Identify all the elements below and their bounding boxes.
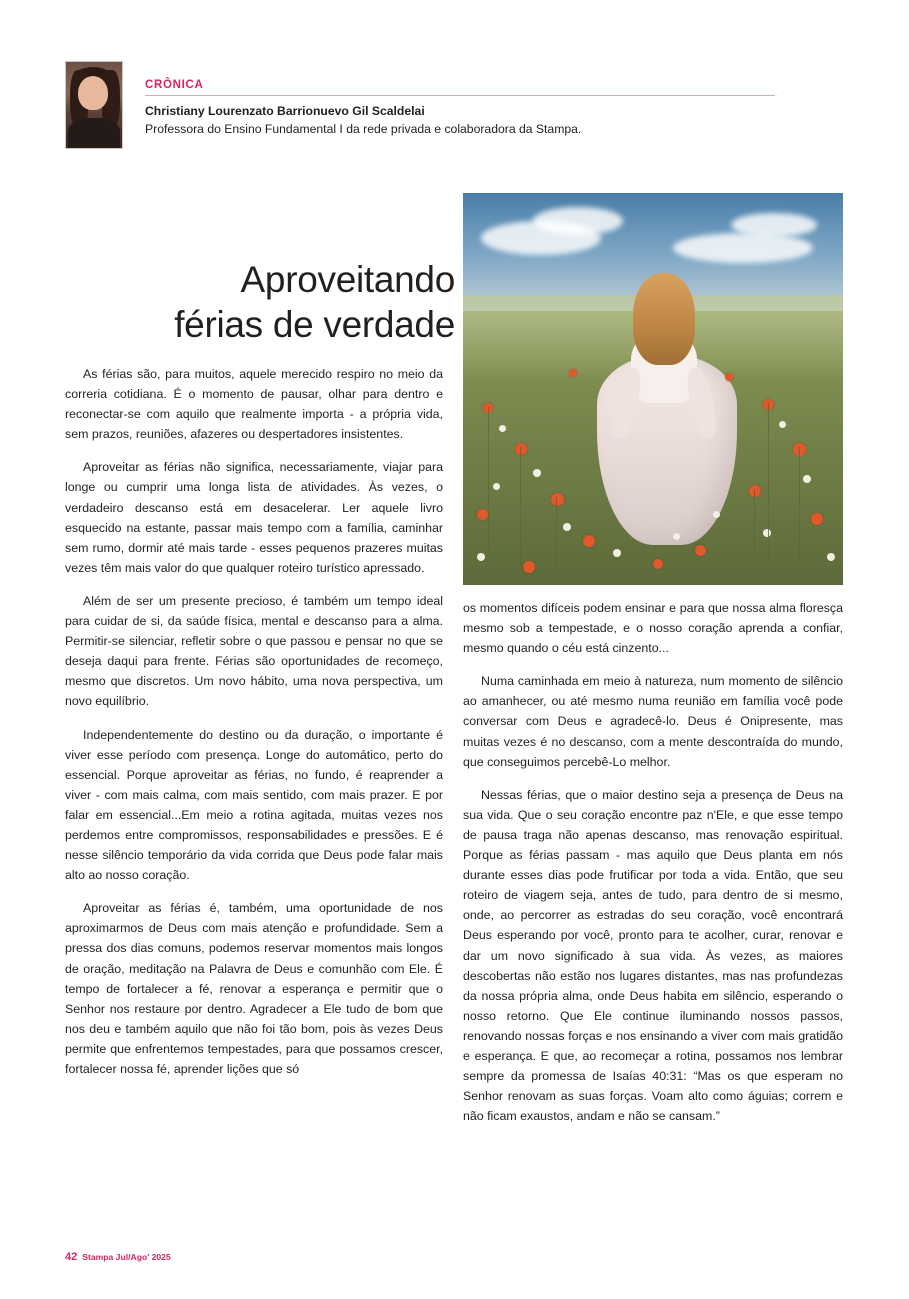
paragraph: Independentemente do destino ou da duração, o importante é viver esse período com presença. Longe do automático, perto do essencial. Porque aproveitar as férias, no fundo, é reaprender a viver - com mais calma, com mais sentido, com mais prazer. E por falar em essencial...Em meio a rotina agitada, muitas vezes nos perdemos entre compromissos, responsabilidades e pressões. E é nesse silêncio temporário da vida corrida que Deus pode falar mais alto ao nosso coração. [65, 727, 443, 883]
paragraph: Além de ser um presente precioso, é também um tempo ideal para cuidar de si, da saúde física, mental e descanso para a alma. Permitir-se silenciar, refletir sobre o que passou e pensar no que se deseja daqui para frente. Férias são oportunidades de recomeço, mesmo que discretos. Um novo hábito, uma nova perspectiva, um novo equilíbrio. [65, 593, 443, 709]
page-title [65, 257, 455, 347]
paragraph: Aproveitar as férias não significa, necessariamente, viajar para longe ou cumprir uma longa lista de atividades. Às vezes, o verdadeiro descanso está em desacelerar. Ler aquele livro esquecido na estante, passar mais tempo com a família, caminhar sem rumo, dormir até mais tarde - esses pequenos prazeres muitas vezes têm mais valor do que qualquer roteiro turístico apressado. [65, 460, 443, 575]
paragraph: os momentos difíceis podem ensinar e para que nossa alma floresça mesmo sob a tempestade, e o nosso coração aprenda a confiar, mesmo quando o céu está cinzento... [463, 601, 843, 656]
author-photo [65, 61, 123, 149]
author-name: Christiany Lourenzato Barrionuevo Gil Scaldelai [145, 103, 425, 118]
paragraph: Numa caminhada em meio à natureza, num momento de silêncio ao amanhecer, ou até mesmo numa reunião em família você pode conversar com Deus e agradecê-lo. Deus é Onipresente, mas muitas vezes é no descanso, com a mente descontraída do mundo, que conseguimos percebê-Lo melhor. [463, 674, 843, 769]
headline-line-2: férias de verdade [174, 303, 455, 345]
article-illustration [463, 193, 843, 585]
section-kicker: CRÔNICA [145, 79, 775, 96]
cloud-shape [533, 207, 623, 235]
page-number: 42 [65, 1251, 78, 1263]
woman-figure [591, 263, 741, 543]
author-role: Professora do Ensino Fundamental I da rede privada e colaboradora da Stampa. [145, 122, 582, 137]
cloud-shape [673, 233, 813, 263]
cloud-shape [731, 213, 817, 237]
article-body-right-column [463, 598, 843, 1139]
issue-label: Stampa Jul/Ago' 2025 [82, 1252, 171, 1262]
paragraph: Nessas férias, que o maior destino seja a presença de Deus na sua vida. Que o seu coração encontre paz n'Ele, e que esse tempo de pausa traga não apenas descanso, mas renovação espiritual. Porque as férias passam - mas aquilo que Deus planta em nós durante esses dias pode frutificar por toda a vida. Então, que seu roteiro de viagem seja, antes de tudo, para dentro de si mesmo, onde, ao percorrer as estradas do seu coração, você encontrará Deus esperando por você, pronto para te acolher, curar, renovar e dar um novo significado à sua vida. Às vezes, as maiores descobertas não estão nos lugares distantes, mas nas profundezas da nossa própria alma, onde Deus habita em silêncio, esperando o nosso retorno. Que Ele continue iluminando nossos passos, renovando nossas forças e nos ensinando a viver com mais gratidão e esperança. E que, ao recomeçar a rotina, possamos nos lembrar sempre da promessa de Isaías 40:31: “Mas os que esperam no Senhor renovam as suas forças. Voam alto como águias; correm e não ficam exaustos, andam e não se cansam.” [463, 787, 843, 1124]
byline [65, 61, 855, 147]
page-footer [65, 1251, 171, 1263]
article-body-left-column [65, 364, 443, 1092]
paragraph: As férias são, para muitos, aquele merecido respiro no meio da correria cotidiana. É o momento de pausar, olhar para dentro e reconectar-se com aquilo que realmente importa - a própria vida, sem prazos, reuniões, afazeres ou despertadores insistentes. [65, 367, 443, 442]
paragraph: Aproveitar as férias é, também, uma oportunidade de nos aproximarmos de Deus com mais atenção e profundidade. Sem a pressa dos dias comuns, podemos reservar momentos mais longos de oração, meditação na Palavra de Deus e comunhão com Ele. É tempo de fortalecer a fé, renovar a esperança e permitir que o Senhor nos restaure por dentro. Agradecer a Ele tudo de bom que nos deu e também aquilo que não foi tão bom, pois às vezes Deus permite que enfrentemos tempestades, para que possamos crescer, fortalecer nossa fé, aprender lições que só [65, 901, 443, 1076]
headline-line-1: Aproveitando [240, 258, 455, 300]
byline-text [145, 61, 775, 138]
